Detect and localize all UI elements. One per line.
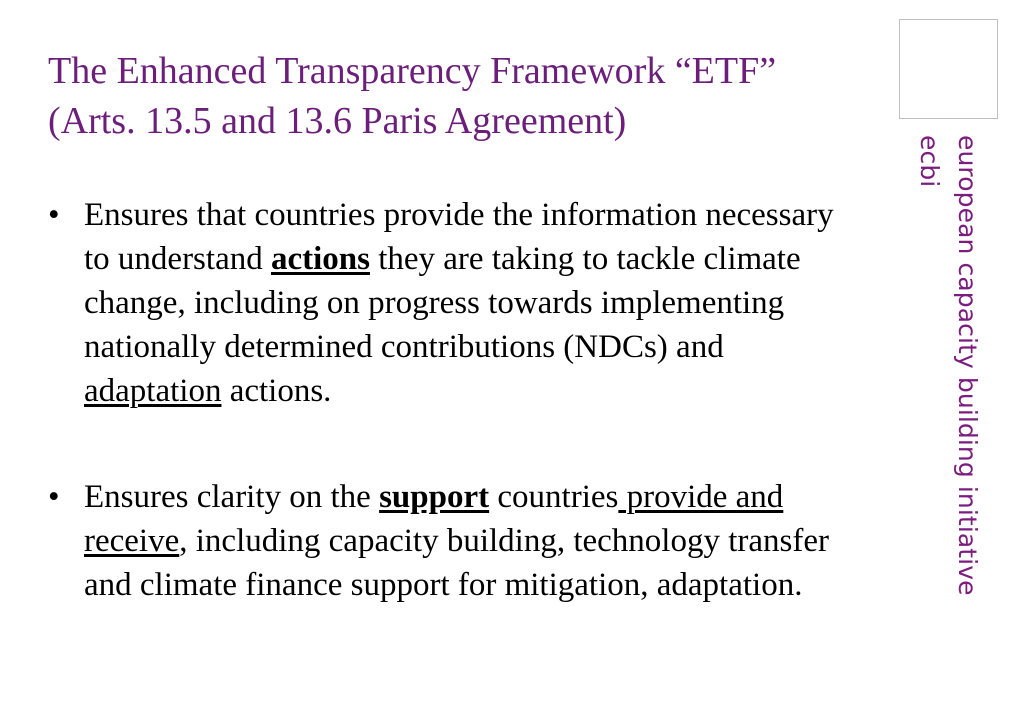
bullet1-line-2-prefix: to understand	[84, 241, 271, 277]
bullet-list	[44, 193, 924, 607]
bullet-marker: •	[48, 479, 60, 515]
bullet2-line-1	[84, 475, 924, 519]
ecbi-full-name: european capacity building initiative	[953, 135, 982, 596]
bullet1-line-5	[84, 369, 924, 413]
title-line-2: (Arts. 13.5 and 13.6 Paris Agreement)	[48, 100, 627, 142]
ecbi-acronym: ecbi	[915, 135, 944, 188]
bullet1-line-4: nationally determined contributions (NDCs) and	[84, 329, 724, 365]
bullet1-line-2-suffix: they are taking to tackle climate	[369, 241, 801, 277]
bullet-marker: •	[48, 197, 60, 233]
logo-placeholder	[899, 19, 998, 119]
actions-keyword: actions	[270, 241, 370, 277]
bullet-item-actions	[44, 193, 924, 413]
bullet-item-support	[44, 475, 924, 607]
title-line-1: The Enhanced Transparency Framework “ETF”	[48, 50, 777, 92]
bullet2-line-2-suffix: , including capacity building, technology transfer	[179, 523, 829, 559]
bullet1-line-5-suffix: actions.	[221, 373, 332, 409]
bullet2-line-3: and climate finance support for mitigation, adaptation.	[84, 567, 803, 603]
receive-underlined: receive	[84, 523, 180, 559]
bullet2-line-1-prefix: Ensures clarity on the	[84, 479, 380, 515]
bullet1-line-3: change, including on progress towards implementing	[84, 285, 785, 321]
adaptation-keyword: adaptation	[84, 373, 222, 409]
slide-title	[48, 46, 888, 146]
bullet1-line-1: Ensures that countries provide the information necessary	[84, 197, 834, 233]
support-keyword: support	[379, 479, 490, 515]
bullet2-line-2	[84, 519, 924, 563]
provide-and-underlined: provide and	[618, 479, 784, 515]
bullet1-line-2	[84, 237, 924, 281]
bullet2-line-1-mid: countries	[489, 479, 619, 515]
